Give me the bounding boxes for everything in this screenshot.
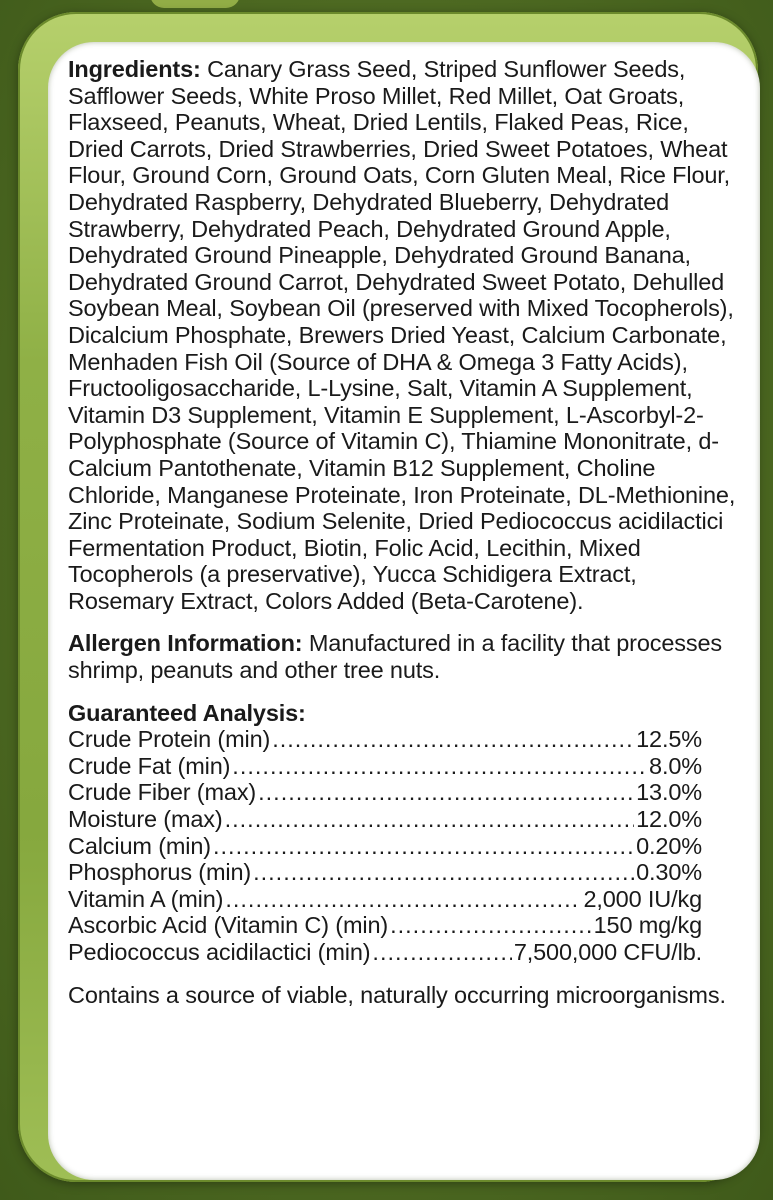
analysis-row-value: 7,500,000 CFU/lb. [513,939,702,965]
analysis-row-value: 12.5% [636,726,702,753]
analysis-row-value: 150 mg/kg [593,912,702,939]
analysis-row-name: Crude Fiber (max) [68,779,257,806]
analysis-row-value: 2,000 IU/kg [583,885,702,912]
ingredients-text: Canary Grass Seed, Striped Sunflower Seeds, Safflower Seeds, White Proso Millet, Red Millet, Oat Groats, Flaxseed, Peanuts, Wheat, Dried Lentils, Flaked Peas, Rice, Dried Carrots, Dried Strawberries, Dried Sweet Potatoes, Wheat Flour, Ground Corn, Ground Oats, Corn Gluten Meal, Rice Flour, Dehydrated Raspberry, Dehydrated Blueberry, Dehydrated Strawberry, Dehydrated Peach, Dehydrated Ground Apple, Dehydrated Ground Pineapple, Dehydrated Ground Banana, Dehydrated Ground Carrot, Dehydrated Sweet Potato, Dehulled Soybean Meal, Soybean Oil (preserved with Mixed Tocopherols), Dicalcium Phosphate, Brewers Dried Yeast, Calcium Carbonate, Menhaden Fish Oil (Source of DHA & Omega 3 Fatty Acids), Fructooligosaccharide, L-Lysine, Salt, Vitamin A Supplement, Vitamin D3 Supplement, Vitamin E Supplement, L-Ascorbyl-2-Polyphosphate (Source of Vitamin C), Thiamine Mononitrate, d-Calcium Pantothenate, Vitamin B12 Supplement, Choline Chloride, Manganese Proteinate, Iron Proteinate, DL-Methionine, Zinc Proteinate, Sodium Selenite, Dried Pediococcus acidilactici Fermentation Product, Biotin, Folic Acid, Lecithin, Mixed Tocopherols (a preservative), Yucca Schidigera Extract, Rosemary Extract, Colors Added (Beta-Carotene). [68,56,736,614]
analysis-row-name: Crude Protein (min) [68,726,271,753]
label-frame [18,12,758,1182]
label-panel [48,42,760,1180]
leader-dots [258,779,634,806]
analysis-row-name: Phosphorus (min) [68,859,252,886]
leader-dots [232,753,647,780]
leader-dots [272,726,634,753]
analysis-row-value: 8.0% [649,752,702,779]
analysis-row-value: 12.0% [636,806,702,833]
ingredients-section [68,56,744,614]
analysis-row-name: Vitamin A (min) [68,885,224,912]
analysis-row-value: 0.30% [636,859,702,886]
leader-dots [225,886,581,913]
analysis-row [68,939,702,966]
analysis-row-value: 13.0% [636,779,702,806]
top-leaf-decoration [150,0,240,8]
analysis-row [68,886,702,913]
analysis-row-name: Ascorbic Acid (Vitamin C) (min) [68,912,389,939]
leader-dots [372,939,511,966]
analysis-row [68,806,702,833]
analysis-row [68,912,702,939]
allergen-section [68,630,744,683]
analysis-row-value: 0.20% [636,832,702,859]
section-gap [68,966,744,982]
allergen-text: Manufactured in a facility that processes shrimp, peanuts and other tree nuts. [68,630,722,684]
leader-dots [213,833,634,860]
analysis-row [68,753,702,780]
analysis-row-name: Pediococcus acidilactici (min) [68,939,371,965]
analysis-row [68,833,702,860]
guaranteed-analysis [68,700,744,966]
footer-note: Contains a source of viable, naturally occurring microorganisms. [68,981,726,1008]
label-content [68,56,744,1008]
analysis-row-name: Crude Fat (min) [68,752,231,779]
leader-dots [390,912,592,939]
analysis-row-name: Moisture (max) [68,806,223,833]
section-gap [68,684,744,700]
analysis-row [68,859,702,886]
ingredients-label: Ingredients: [68,56,201,82]
section-gap [68,614,744,630]
analysis-row [68,726,702,753]
leader-dots [253,859,634,886]
leader-dots [225,806,635,833]
allergen-label: Allergen Information: [68,630,303,657]
analysis-row-name: Calcium (min) [68,832,211,859]
analysis-title: Guaranteed Analysis: [68,699,306,726]
analysis-row [68,779,702,806]
